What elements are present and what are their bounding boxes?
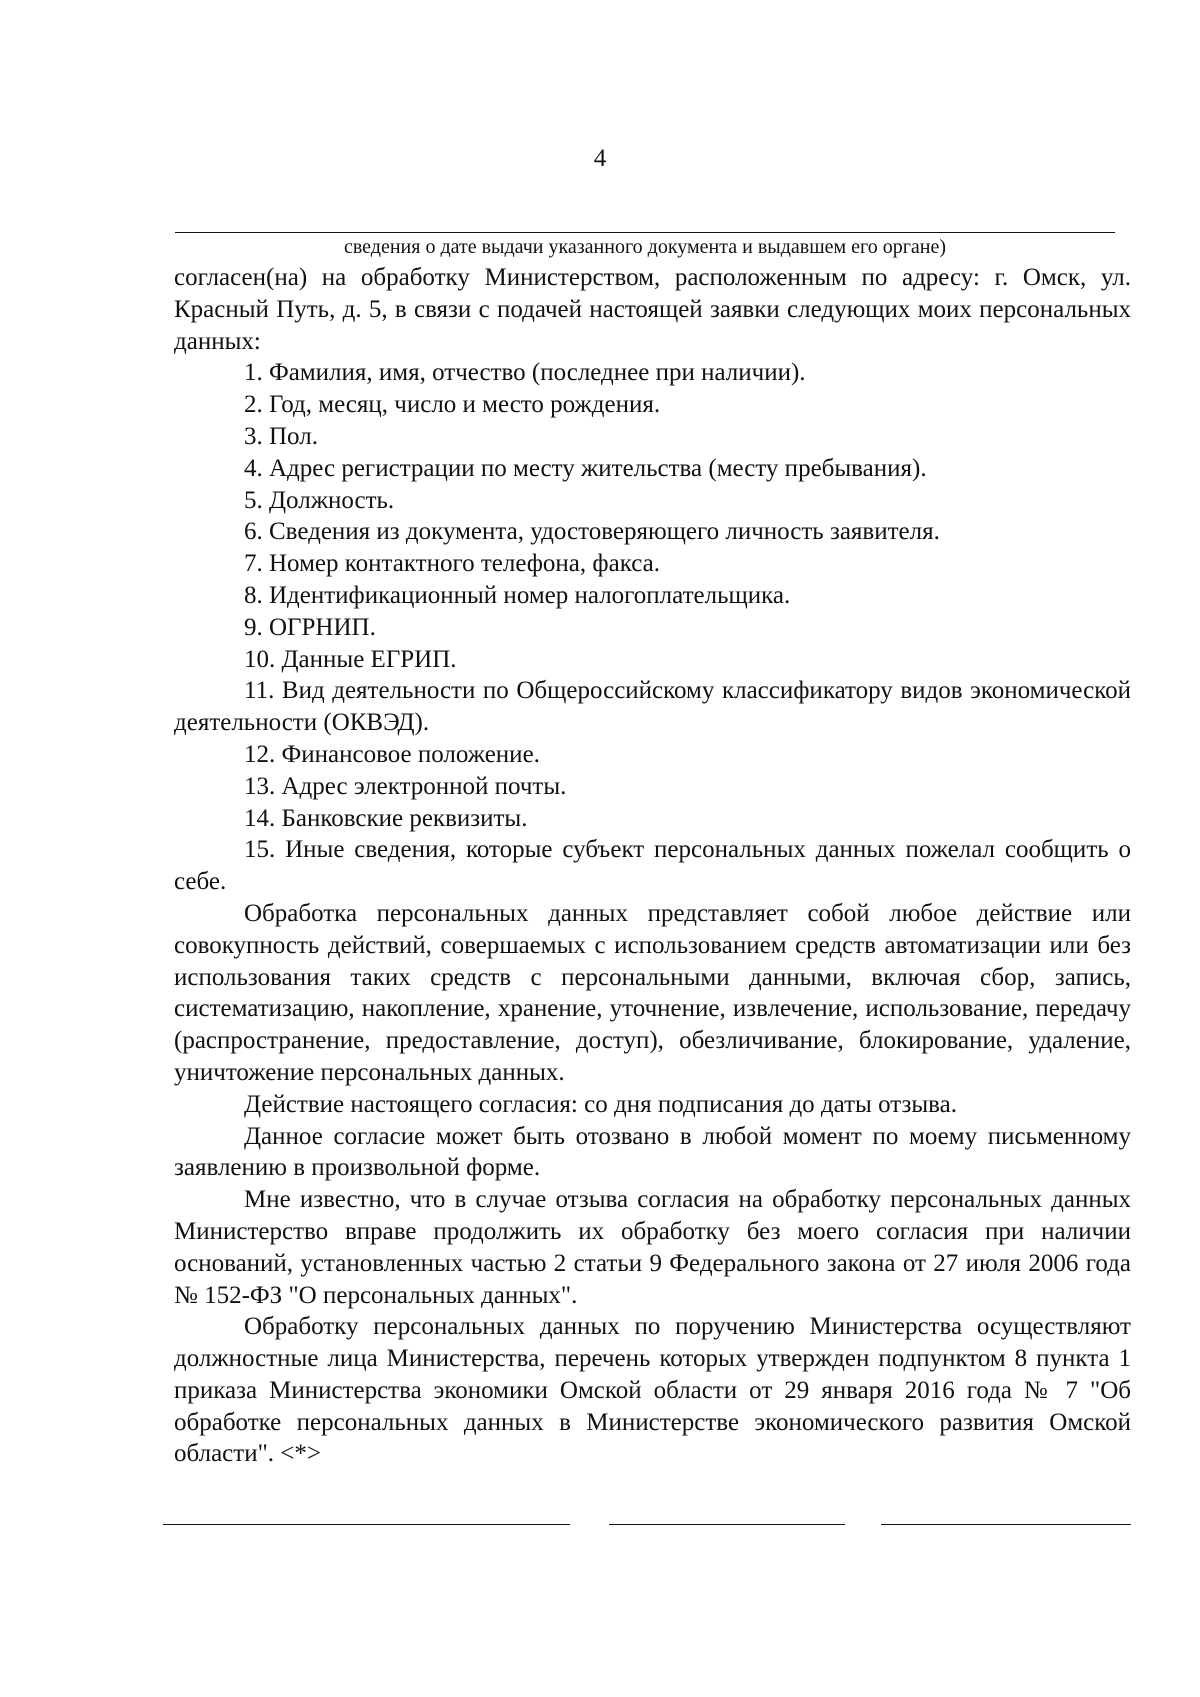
authorized-persons-paragraph: Обработку персональных данных по поручению Министерства осуществляют должностные лица Министерства, перечень которых утвержден подпунктом 8 пункта 1 приказа Министерства экономики Омской области от 29 января 2016 года № 7 "Об обработке персональных данных в Министерстве экономического развития Омской области". <*>: [174, 1313, 1131, 1468]
page-number: 4: [593, 145, 607, 172]
document-body: [174, 262, 1131, 1470]
list-item: 7. Номер контактного телефона, факса.: [244, 550, 660, 578]
list-item: 4. Адрес регистрации по месту жительства (месту пребывания).: [244, 454, 927, 482]
personal-data-list: [174, 357, 1131, 898]
list-item: 9. ОГРНИП.: [244, 613, 376, 641]
list-item: 12. Финансовое положение.: [244, 740, 540, 768]
list-item: 2. Год, месяц, число и место рождения.: [244, 391, 661, 419]
legal-basis-paragraph: Мне известно, что в случае отзыва согласия на обработку персональных данных Министерство вправе продолжить их обработку без моего согласия при наличии оснований, установленных частью 2 статьи 9 Федерального закона от 27 июля 2006 года № 152-ФЗ "О персональных данных".: [174, 1186, 1131, 1309]
name-signature-line: [163, 1524, 570, 1525]
list-item: 10. Данные ЕГРИП.: [244, 645, 457, 673]
list-item: 15. Иные сведения, которые субъект персональных данных пожелал сообщить о себе.: [174, 836, 1131, 896]
processing-definition-paragraph: Обработка персональных данных представляет собой любое действие или совокупность действий, совершаемых с использованием средств автоматизации или без использования таких средств с персональными данными, включая сбор, запись, систематизацию, накопление, хранение, уточнение, извлечение, использование, передачу (распространение, предоставление, доступ), обезличивание, блокирование, удаление, уничтожение персональных данных.: [174, 899, 1131, 1086]
list-item: 1. Фамилия, имя, отчество (последнее при наличии).: [244, 359, 806, 387]
list-item: 14. Банковские реквизиты.: [244, 804, 528, 832]
revocation-paragraph: Данное согласие может быть отозвано в любой момент по моему письменному заявлению в произвольной форме.: [174, 1122, 1131, 1182]
date-signature-line: [881, 1524, 1131, 1525]
signature-line: [609, 1524, 845, 1525]
list-item: 13. Адрес электронной почты.: [244, 772, 567, 800]
validity-paragraph: Действие настоящего согласия: со дня подписания до даты отзыва.: [244, 1090, 957, 1118]
intro-paragraph: согласен(на) на обработку Министерством, расположенным по адресу: г. Омск, ул. Красный Путь, д. 5, в связи с подачей настоящей заявки следующих моих персональных данных:: [174, 264, 1131, 355]
list-item: 8. Идентификационный номер налогоплательщика.: [244, 581, 791, 609]
list-item: 11. Вид деятельности по Общероссийскому классификатору видов экономической деятельности (ОКВЭД).: [174, 677, 1131, 737]
list-item: 3. Пол.: [244, 422, 318, 450]
field-caption: сведения о дате выдачи указанного документа и выдавшем его органе): [343, 236, 947, 258]
list-item: 5. Должность.: [244, 486, 395, 514]
list-item: 6. Сведения из документа, удостоверяющего личность заявителя.: [244, 518, 940, 546]
fill-in-line: [175, 232, 1115, 233]
